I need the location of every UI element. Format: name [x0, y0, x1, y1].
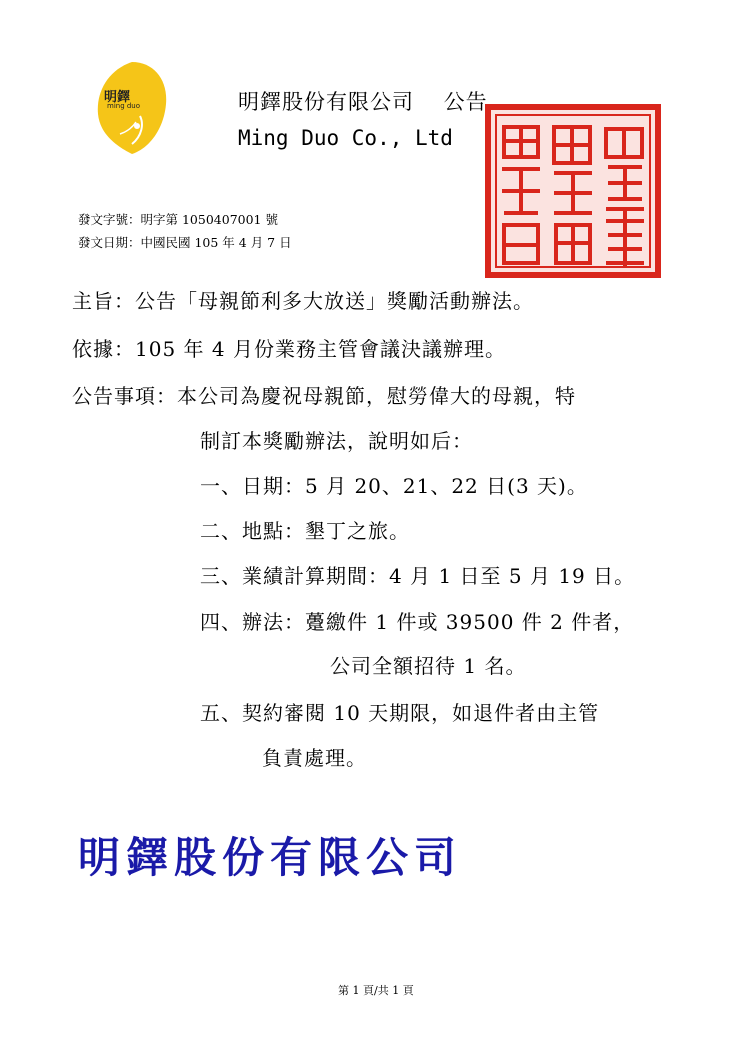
basis-line: 依據：105 年 4 月份業務主管會議決議辦理。	[72, 337, 506, 361]
item-date: 一、日期：5 月 20、21、22 日(3 天)。	[200, 474, 588, 498]
seal-stamp	[484, 103, 662, 279]
logo-name-cn: 明鐸	[104, 90, 131, 105]
item-review-line-1: 五、契約審閱 10 天期限，如退件者由主管	[200, 701, 600, 725]
page-number: 第 1 頁/共 1 頁	[338, 984, 414, 997]
item-method-line-2: 公司全額招待 1 名。	[330, 654, 527, 678]
item-period: 三、業績計算期間：4 月 1 日至 5 月 19 日。	[200, 564, 636, 588]
company-title-en: Ming Duo Co., Ltd	[238, 126, 453, 150]
company-signature: 明鐸股份有限公司	[78, 833, 463, 882]
item-location: 二、地點：墾丁之旅。	[200, 519, 410, 543]
company-seal	[484, 103, 662, 279]
item-review-line-2: 負責處理。	[262, 746, 367, 770]
subject-line: 主旨：公告「母親節利多大放送」獎勵活動辦法。	[72, 289, 534, 313]
notice-line-1: 公告事項：本公司為慶祝母親節，慰勞偉大的母親，特	[72, 384, 576, 408]
item-method-line-1: 四、辦法：躉繳件 1 件或 39500 件 2 件者，	[200, 610, 635, 634]
company-title-cn: 明鐸股份有限公司 公告	[238, 90, 488, 114]
doc-number: 發文字號：明字第 1050407001 號	[78, 212, 278, 227]
notice-line-2: 制訂本獎勵辦法，說明如后：	[200, 429, 473, 453]
logo-name-en: ming duo	[107, 102, 141, 110]
doc-date: 發文日期：中國民國 105 年 4 月 7 日	[78, 235, 292, 250]
